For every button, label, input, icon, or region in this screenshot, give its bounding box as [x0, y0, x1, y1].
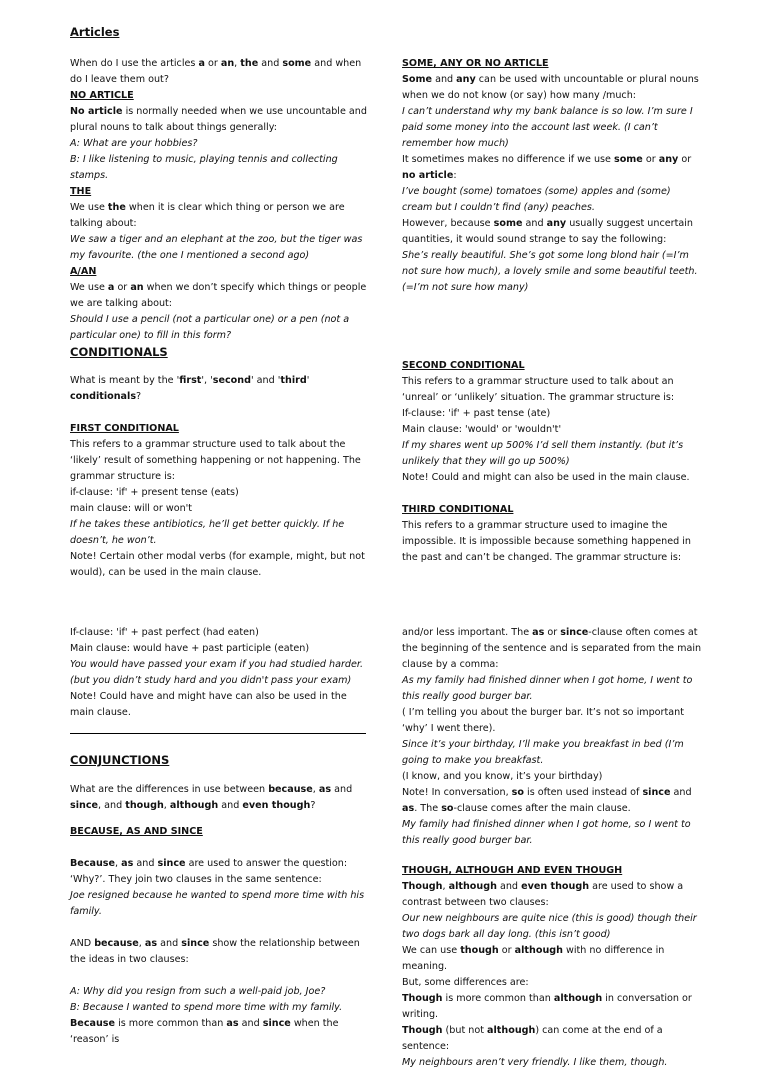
second-conditional-main-clause: Main clause: 'would' or 'wouldn't' [402, 424, 562, 435]
though-text-2: We can use though or although with no difference in meaning. [402, 945, 665, 972]
because-example-1: Joe resigned because he wanted to spend more time with his family. [70, 890, 365, 917]
articles-right-column [402, 56, 702, 296]
first-conditional-heading: FIRST CONDITIONAL [70, 423, 179, 434]
some-any-example-2: I’ve bought (some) tomatoes (some) apples and (some) cream but I couldn’t find (any) peaches. [402, 186, 671, 213]
section-divider [70, 733, 366, 734]
a-an-heading: A/AN [70, 266, 97, 277]
because-text-1: Because, as and since are used to answer the question: ‘Why?’. They join two clauses in the same sentence: [70, 858, 348, 885]
no-article-heading: NO ARTICLE [70, 90, 134, 101]
third-conditional-text: This refers to a grammar structure used to imagine the impossible. It is impossible because something happened in the past and can’t be changed. The grammar structure is: [402, 520, 692, 563]
third-conditional-heading: THIRD CONDITIONAL [402, 504, 514, 515]
conjunctions-left-column [70, 752, 370, 1048]
first-conditional-main-clause: main clause: will or won't [70, 503, 193, 514]
since-note: (I know, and you know, it’s your birthday) [402, 771, 603, 782]
since-example: Since it’s your birthday, I’ll make you breakfast in bed (I’m going to make you breakfast. [402, 739, 684, 766]
second-conditional-if-clause: If-clause: 'if' + past tense (ate) [402, 408, 551, 419]
because-cut-line: Because is more common than as and since when the ‘reason’ is [70, 1018, 339, 1045]
though-heading: THOUGH, ALTHOUGH AND EVEN THOUGH [402, 865, 623, 876]
first-conditional-note: Note! Certain other modal verbs (for example, might, but not would), can be used in the main clause. [70, 551, 365, 578]
some-any-text-3: However, because some and any usually suggest uncertain quantities, it would sound strange to say the following: [402, 218, 693, 245]
conditionals-right-column [402, 358, 702, 566]
so-note: Note! In conversation, so is often used instead of since and as. The so-clause comes after the main clause. [402, 787, 692, 814]
conjunctions-intro: What are the differences in use between because, as and since, and though, although and even though? [70, 784, 353, 811]
so-example: My family had finished dinner when I got home, so I went to this really good burger bar. [402, 819, 691, 846]
no-article-example-1: A: What are your hobbies? [70, 138, 198, 149]
second-conditional-example: If my shares went up 500% I’d sell them instantly. (but it’s unlikely that they will go up 500%) [402, 440, 684, 467]
conjunctions-title: CONJUNCTIONS [70, 753, 170, 767]
some-any-example-1: I can’t understand why my bank balance is so low. I’m sure I paid some money into the account last week. (I can’t remember how much) [402, 106, 693, 149]
second-conditional-heading: SECOND CONDITIONAL [402, 360, 525, 371]
third-conditional-continued [70, 625, 370, 721]
first-conditional-if-clause: if-clause: 'if' + present tense (eats) [70, 487, 239, 498]
as-example: As my family had finished dinner when I got home, I went to this really good burger bar. [402, 675, 693, 702]
as-note: ( I’m telling you about the burger bar. It’s not so important ‘why’ I went there). [402, 707, 684, 734]
though-text-5: Though (but not although) can come at the end of a sentence: [402, 1025, 663, 1052]
no-article-text: No article is normally needed when we use uncountable and plural nouns to talk about things generally: [70, 106, 367, 133]
though-text-4: Though is more common than although in conversation or writing. [402, 993, 692, 1020]
third-conditional-example: You would have passed your exam if you had studied harder. (but you didn’t study hard and you didn't pass your exam) [70, 659, 363, 686]
first-conditional-text: This refers to a grammar structure used to talk about the ‘likely’ result of something happening or not happening. The grammar structure is: [70, 439, 361, 482]
some-any-text: Some and any can be used with uncountable or plural nouns when we do not know (or say) how many /much: [402, 74, 699, 101]
third-conditional-note: Note! Could have and might have can also be used in the main clause. [70, 691, 347, 718]
the-text: We use the when it is clear which thing or person we are talking about: [70, 202, 345, 229]
third-conditional-if-clause: If-clause: 'if' + past perfect (had eaten) [70, 627, 259, 638]
conditionals-left-column [70, 344, 370, 581]
a-an-text: We use a or an when we don’t specify which things or people we are talking about: [70, 282, 367, 309]
because-heading: BECAUSE, AS AND SINCE [70, 826, 203, 837]
because-example-2b: B: Because I wanted to spend more time with my family. [70, 1002, 343, 1013]
conditionals-intro: What is meant by the 'first', 'second' and 'third' conditionals? [70, 375, 310, 402]
articles-intro: When do I use the articles a or an, the and some and when do I leave them out? [70, 58, 362, 85]
though-text-1: Though, although and even though are used to show a contrast between two clauses: [402, 881, 684, 908]
because-example-2a: A: Why did you resign from such a well-paid job, Joe? [70, 986, 326, 997]
as-since-text: and/or less important. The as or since-clause often comes at the beginning of the sentence and is separated from the main clause by a comma: [402, 627, 702, 670]
a-an-example: Should I use a pencil (not a particular one) or a pen (not a particular one) to fill in this form? [70, 314, 350, 341]
articles-title: Articles [70, 25, 120, 39]
first-conditional-example: If he takes these antibiotics, he’ll get better quickly. If he doesn’t, he won’t. [70, 519, 345, 546]
though-cut-line: My neighbours aren’t very friendly. I like them, though. [402, 1057, 668, 1068]
second-conditional-note: Note! Could and might can also be used in the main clause. [402, 472, 690, 483]
conditionals-title: CONDITIONALS [70, 345, 168, 359]
articles-left-column [70, 24, 370, 344]
though-example-1: Our new neighbours are quite nice (this is good) though their two dogs bark all day long. (this isn’t good) [402, 913, 697, 940]
second-conditional-text: This refers to a grammar structure used to talk about an ‘unreal’ or ‘unlikely’ situation. The grammar structure is: [402, 376, 675, 403]
no-article-example-2: B: I like listening to music, playing tennis and collecting stamps. [70, 154, 338, 181]
conjunctions-right-column [402, 625, 702, 1071]
some-any-example-3: She’s really beautiful. She’s got some long blond hair (=I’m not sure how much), a lovely smile and some beautiful teeth. (=I’m not sure how many) [402, 250, 698, 293]
the-heading: THE [70, 186, 92, 197]
some-any-text-2: It sometimes makes no difference if we use some or any or no article: [402, 154, 692, 181]
some-any-heading: SOME, ANY OR NO ARTICLE [402, 58, 549, 69]
because-text-2: AND because, as and since show the relationship between the ideas in two clauses: [70, 938, 360, 965]
third-conditional-main-clause: Main clause: would have + past participle (eaten) [70, 643, 310, 654]
though-text-3: But, some differences are: [402, 977, 529, 988]
the-example: We saw a tiger and an elephant at the zoo, but the tiger was my favourite. (the one I mentioned a second ago) [70, 234, 363, 261]
